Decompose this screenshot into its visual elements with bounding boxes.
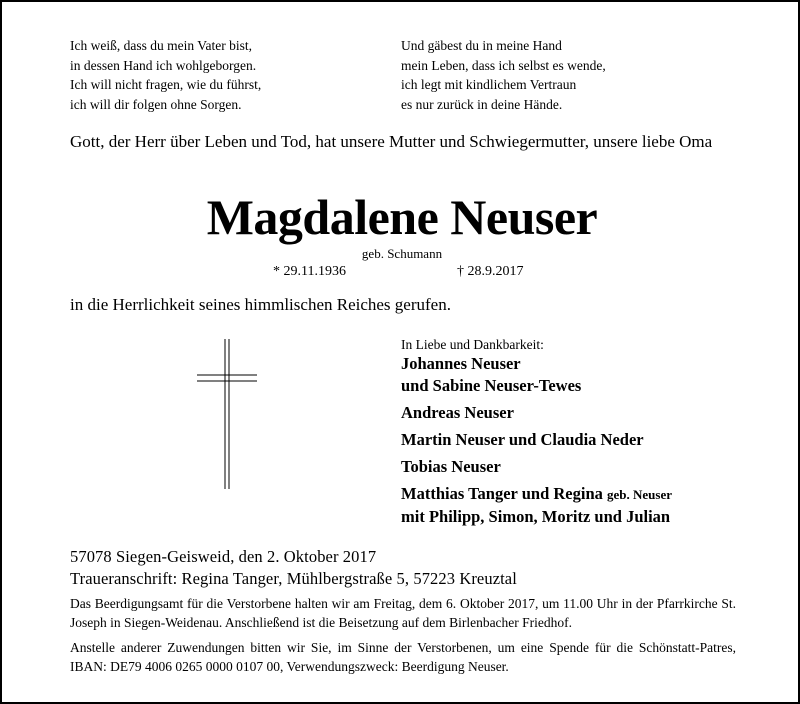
mourner-name: Matthias Tanger und Regina bbox=[401, 484, 607, 503]
mourner-line: Martin Neuser und Claudia Neder bbox=[401, 430, 644, 449]
closing-block bbox=[70, 546, 517, 590]
poem-line: Ich will nicht fragen, wie du führst, bbox=[70, 77, 262, 92]
poem-line: in dessen Hand ich wohlgeborgen. bbox=[70, 57, 257, 73]
poem-line: mein Leben, dass ich selbst es wende, bbox=[401, 57, 606, 73]
mourner-group bbox=[401, 483, 672, 528]
mourner-line: mit Philipp, Simon, Moritz und Julian bbox=[401, 507, 671, 526]
mourner-line: Johannes Neuser bbox=[401, 354, 521, 373]
poem-line: Ich weiß, dass du mein Vater bist, bbox=[70, 38, 252, 53]
mourners-heading: In Liebe und Dankbarkeit: bbox=[401, 337, 544, 352]
born-name-note: geb. Neuser bbox=[607, 487, 672, 502]
mourners-list bbox=[401, 353, 672, 533]
mourner-group bbox=[401, 353, 672, 397]
funeral-info: Das Beerdigungsamt für die Verstorbene halten wir am Freitag, dem 6. Oktober 2017, um 11.00 Uhr in der Pfarrkirche St. Joseph in Siegen-Weidenau. Anschließend ist die Beisetzung auf dem Birlenbacher Friedhof. bbox=[70, 596, 736, 630]
mourning-address: Traueranschrift: Regina Tanger, Mühlbergstraße 5, 57223 Kreuztal bbox=[70, 569, 517, 588]
poem-line: ich legt mit kindlichem Vertraun bbox=[401, 77, 577, 92]
poem-left bbox=[70, 36, 261, 114]
cross-icon bbox=[197, 339, 261, 494]
born-name: geb. Schumann bbox=[361, 246, 443, 261]
poem-line: es nur zurück in deine Hände. bbox=[401, 96, 563, 112]
mourner-group bbox=[401, 456, 672, 478]
mourner-group bbox=[401, 429, 672, 451]
poem-line: Und gäbest du in meine Hand bbox=[401, 38, 562, 53]
intro-text: Gott, der Herr über Leben und Tod, hat unsere Mutter und Schwiegermutter, unsere liebe Oma bbox=[70, 132, 713, 151]
poem-right bbox=[401, 36, 606, 114]
poem-line: ich will dir folgen ohne Sorgen. bbox=[70, 96, 242, 112]
mourner-line: und Sabine Neuser-Tewes bbox=[401, 376, 582, 395]
mourner-line: Andreas Neuser bbox=[401, 403, 514, 422]
called-home-text: in die Herrlichkeit seines himmlischen Reiches gerufen. bbox=[70, 295, 451, 314]
deceased-name: Magdalene Neuser bbox=[206, 189, 598, 245]
donation-info: Anstelle anderer Zuwendungen bitten wir Sie, im Sinne der Verstorbenen, um eine Spende für die Schönstatt-Patres, IBAN: DE79 4006 0265 0000 0107 00, Verwendungszweck: Beerdigung Neuser. bbox=[70, 640, 736, 674]
mourner-line: Tobias Neuser bbox=[401, 457, 501, 476]
birth-date: * 29.11.1936 bbox=[273, 264, 346, 279]
mourner-line bbox=[401, 483, 672, 506]
mourner-group bbox=[401, 402, 672, 424]
death-date: † 28.9.2017 bbox=[457, 264, 524, 279]
place-date: 57078 Siegen-Geisweid, den 2. Oktober 2017 bbox=[70, 547, 377, 566]
